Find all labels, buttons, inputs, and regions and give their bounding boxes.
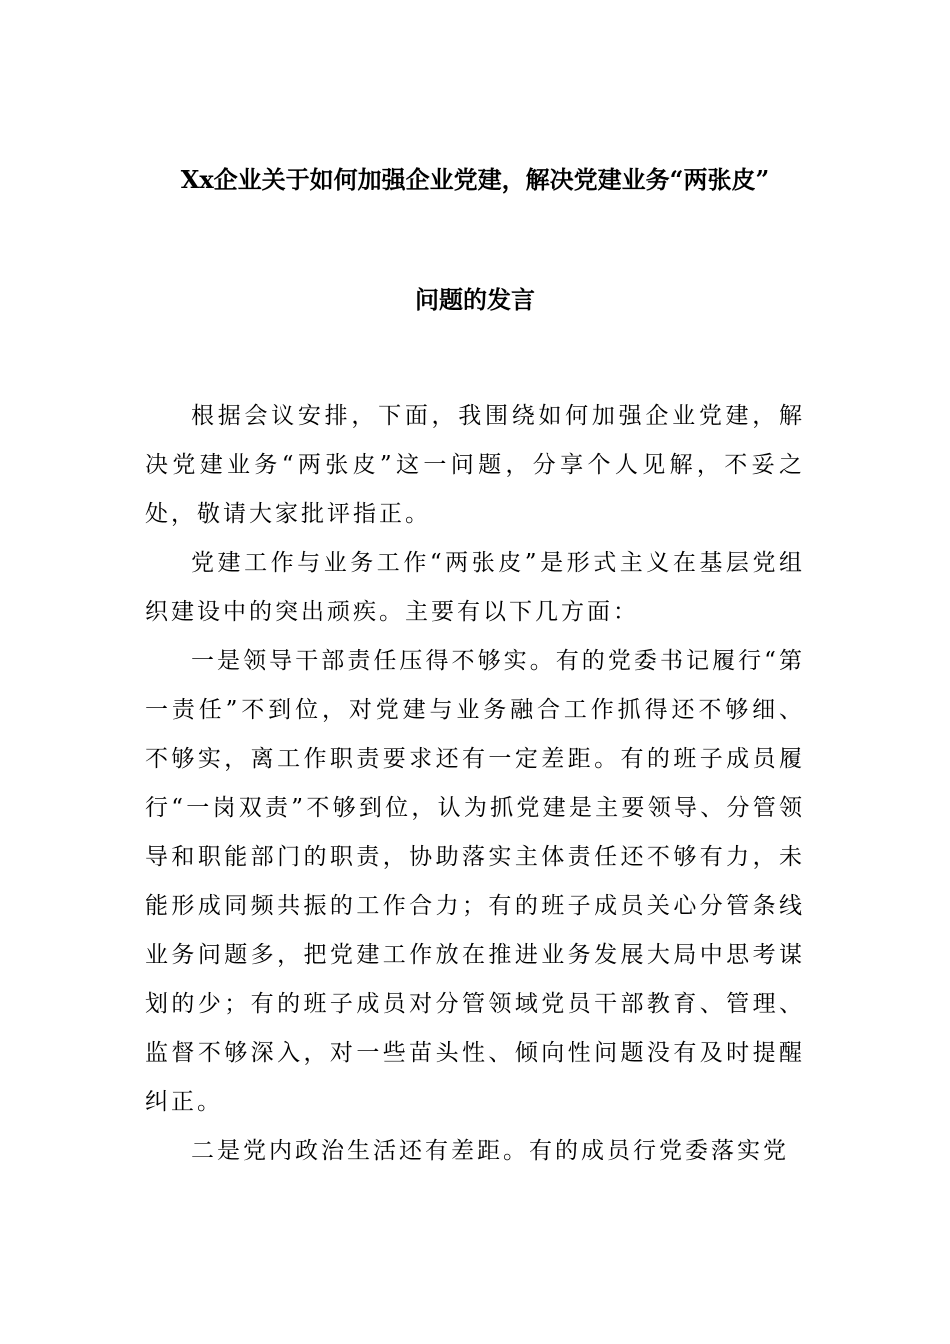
document-title-line-2: 问题的发言 [415, 285, 535, 314]
paragraph-intro: 根据会议安排，下面，我围绕如何加强企业党建，解决党建业务“两张皮”这一问题，分享个人见解，不妥之处，敬请大家批评指正。 [145, 403, 805, 527]
paragraph-point-two: 二是党内政治生活还有差距。有的成员行党委落实党 [191, 1138, 789, 1164]
document-body [145, 392, 805, 1176]
paragraph-point-one: 一是领导干部责任压得不够实。有的党委书记履行“第一责任”不到位，对党建与业务融合工作抓得还不够细、不够实，离工作职责要求还有一定差距。有的班子成员履行“一岗双责”不够到位，认为抓党建是主要领导、分管领导和职能部门的职责，协助落实主体责任还不够有力，未能形成同频共振的工作合力；有的班子成员关心分管条线业务问题多，把党建工作放在推进业务发展大局中思考谋划的少；有的班子成员对分管领域党员干部教育、管理、监督不够深入，对一些苗头性、倾向性问题没有及时提醒纠正。 [145, 648, 805, 1115]
paragraph-problem-overview: 党建工作与业务工作“两张皮”是形式主义在基层党组织建设中的突出顽疾。主要有以下几方面： [145, 550, 805, 625]
document-title-line-1: Xx企业关于如何加强企业党建，解决党建业务“两张皮” [180, 165, 770, 194]
